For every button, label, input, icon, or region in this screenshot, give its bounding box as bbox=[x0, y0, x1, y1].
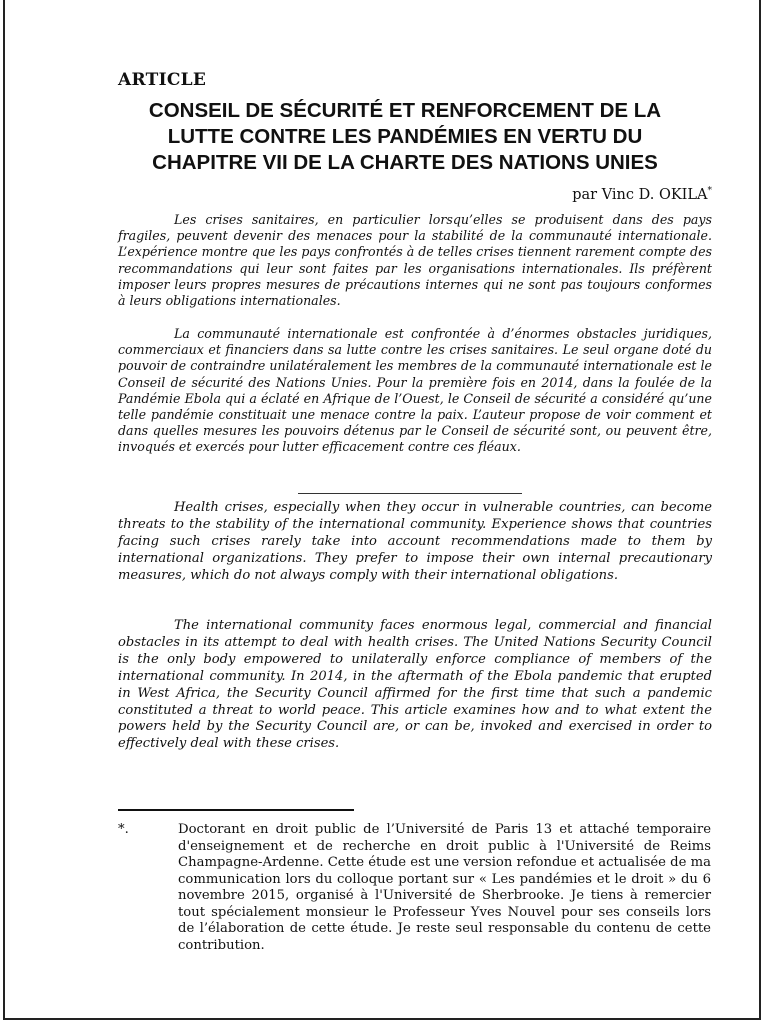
footnote-mark: *. bbox=[118, 822, 129, 837]
abstract-separator bbox=[298, 493, 522, 494]
footnote-rule bbox=[118, 809, 354, 811]
author-byline bbox=[572, 186, 712, 203]
footnote-reference[interactable]: * bbox=[707, 186, 712, 196]
footnote-text: Doctorant en droit public de l’Université de Paris 13 et attaché temporaire d'enseignement et de recherche en droit public à l'Université de Reims Champagne-Ardenne. Cette étude est une version refondue et actualisée de ma communication lors du colloque portant sur « Les pandémies et le droit » du 6 novembre 2015, organisé à l'Université de Sherbrooke. Je tiens à remercier tout spécialement monsieur le Professeur Yves Nouvel pour ses conseils lors de l’élaboration de cette étude. Je reste seul responsable du contenu de cette contribution. bbox=[178, 822, 711, 953]
title-line: LUTTE CONTRE LES PANDÉMIES EN VERTU DU bbox=[167, 125, 643, 148]
abstract-fr-paragraph: La communauté internationale est confrontée à d’énormes obstacles juridiques, commerciaux et financiers dans sa lutte contre les crises sanitaires. Le seul organe doté du pouvoir de contraindre unilatéralement les membres de la communauté internationale est le Conseil de sécurité des Nations Unies. Pour la première fois en 2014, dans la foulée de la Pandémie Ebola qui a éclaté en Afrique de l’Ouest, le Conseil de sécurité a considéré qu’une telle pandémie constituait une menace contre la paix. L’auteur propose de voir comment et dans quelles mesures les pouvoirs détenus par le Conseil de sécurité sont, ou peuvent être, invoqués et exercés pour lutter efficacement contre ces fléaux. bbox=[118, 326, 712, 455]
title-line: CHAPITRE VII DE LA CHARTE DES NATIONS UNIES bbox=[152, 151, 658, 174]
abstract-en-paragraph: The international community faces enormous legal, commercial and financial obstacles in its attempt to deal with health crises. The United Nations Security Council is the only body empowered to unilaterally enforce compliance of members of the international community. In 2014, in the aftermath of the Ebola pandemic that erupted in West Africa, the Security Council affirmed for the first time that such a pandemic constituted a threat to world peace. This article examines how and to what extent the powers held by the Security Council are, or can be, invoked and exercised in order to effectively deal with these crises. bbox=[118, 618, 712, 752]
abstract-en-paragraph: Health crises, especially when they occur in vulnerable countries, can become threats to the stability of the international community. Experience shows that countries facing such crises rarely take into account recommendations made to them by international organizations. They prefer to impose their own internal precautionary measures, which do not always comply with their international obligations. bbox=[118, 500, 712, 583]
title-line: CONSEIL DE SÉCURITÉ ET RENFORCEMENT DE LA bbox=[148, 99, 662, 122]
abstract-fr-paragraph: Les crises sanitaires, en particulier lorsqu’elles se produisent dans des pays fragiles, peuvent devenir des menaces pour la stabilité de la communauté internationale. L’expérience montre que les pays confrontés à de telles crises tiennent rarement compte des recommandations qui leur sont faites par les organisations internationales. Ils préfèrent imposer leurs propres mesures de précautions internes qui ne sont pas toujours conformes à leurs obligations internationales. bbox=[118, 212, 712, 309]
section-label: ARTICLE bbox=[118, 70, 207, 90]
author-name: par Vinc D. OKILA bbox=[572, 186, 708, 203]
article-title bbox=[100, 98, 710, 176]
